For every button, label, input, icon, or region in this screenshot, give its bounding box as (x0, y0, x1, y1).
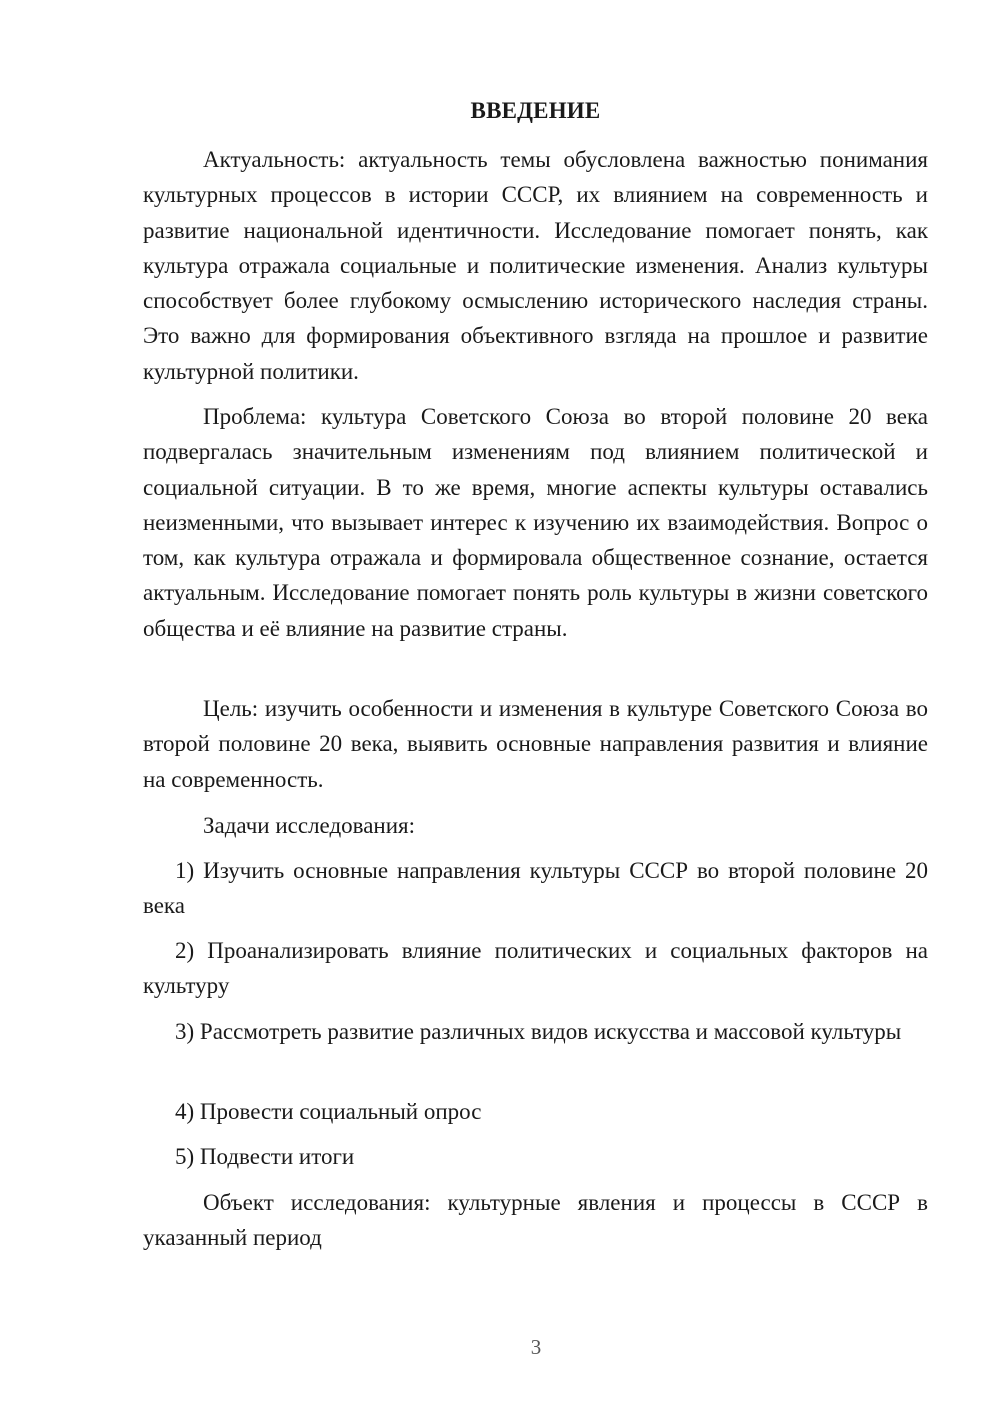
task-item-4: 4) Провести социальный опрос (175, 1099, 482, 1124)
page-title: ВВЕДЕНИЕ (470, 98, 601, 123)
paragraph-relevance: Актуальность: актуальность темы обусловлена важностью понимания культурных процессов в истории СССР, их влиянием на современность и развитие национальной идентичности. Исследование помогает понять, как культура отражала социальные и политические изменения. Анализ культуры способствует более глубокому осмыслению исторического наследия страны. Это важно для формирования объективного взгляда на прошлое и развитие культурной политики. (143, 147, 928, 384)
page-number: 3 (530, 1335, 542, 1359)
paragraph-object: Объект исследования: культурные явления и процессы в СССР в указанный период (143, 1190, 928, 1251)
tasks-title: Задачи исследования: (203, 813, 416, 838)
task-item-2: 2) Проанализировать влияние политических и социальных факторов на культуру (143, 938, 928, 999)
task-item-5: 5) Подвести итоги (175, 1144, 355, 1169)
task-item-3: 3) Рассмотреть развитие различных видов искусства и массовой культуры (175, 1019, 902, 1044)
paragraph-problem: Проблема: культура Советского Союза во второй половине 20 века подвергалась значительным изменениям под влиянием политической и социальной ситуации. В то же время, многие аспекты культуры оставались неизменными, что вызывает интерес к изучению их взаимодействия. Вопрос о том, как культура отражала и формировала общественное сознание, остается актуальным. Исследование помогает понять роль культуры в жизни советского общества и её влияние на развитие страны. (143, 404, 928, 641)
paragraph-goal: Цель: изучить особенности и изменения в культуре Советского Союза во второй половине 20 века, выявить основные направления развития и влияние на современность. (143, 696, 928, 792)
task-item-1: 1) Изучить основные направления культуры СССР во второй половине 20 века (143, 858, 928, 919)
